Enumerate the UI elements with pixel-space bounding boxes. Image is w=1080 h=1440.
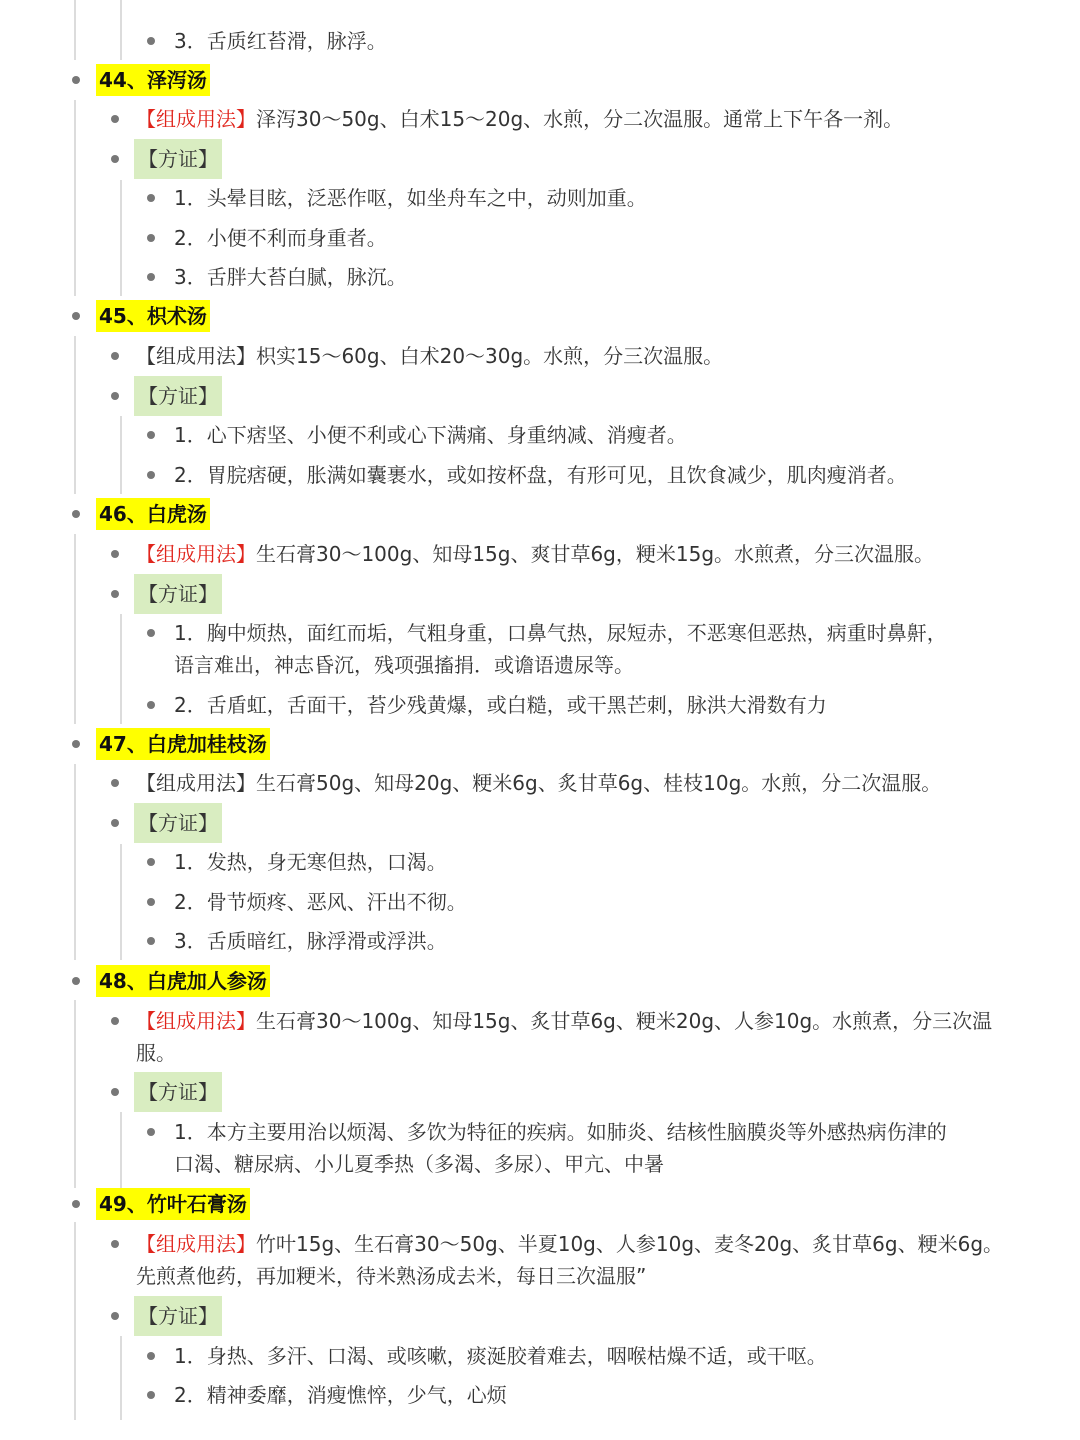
- composition-text: 生石膏50g、知母20g、粳米6g、炙甘草6g、桂枝10g。水煎，分二次温服。: [256, 771, 942, 795]
- bullet: [111, 155, 119, 163]
- bullet: [111, 392, 119, 400]
- composition-label: 【组成用法】: [136, 771, 256, 795]
- bullet: [147, 898, 155, 906]
- section-title: 49、竹叶石膏汤: [96, 1188, 250, 1220]
- bullet: [72, 312, 80, 320]
- list-item: 2．小便不利而身重者。: [174, 226, 387, 250]
- bullet: [147, 1391, 155, 1399]
- bullet: [111, 1017, 119, 1025]
- bullet: [147, 194, 155, 202]
- outline-guide: [74, 1222, 76, 1420]
- bullet: [72, 1200, 80, 1208]
- list-item: 1．心下痞坚、小便不利或心下满痛、身重纳减、消瘦者。: [174, 423, 687, 447]
- outline-guide: [74, 336, 76, 494]
- composition: [136, 767, 941, 799]
- outline-guide: [120, 416, 122, 494]
- outline-guide: [74, 1000, 76, 1188]
- composition-label: 【组成用法】: [136, 542, 256, 566]
- list-item: 1．本方主要用治以烦渴、多饮为特征的疾病。如肺炎、结核性脑膜炎等外感热病伤津的: [174, 1120, 947, 1144]
- bullet: [111, 1312, 119, 1320]
- list-item: 1．胸中烦热，面红而垢，气粗身重，口鼻气热，尿短赤，不恶寒但恶热，病重时鼻鼾，: [174, 621, 947, 645]
- bullet: [72, 76, 80, 84]
- bullet: [111, 819, 119, 827]
- bullet: [147, 858, 155, 866]
- composition-text: 生石膏30～100g、知母15g、爽甘草6g，粳米15g。水煎煮，分三次温服。: [256, 542, 935, 566]
- bullet: [147, 431, 155, 439]
- list-item: 1．发热，身无寒但热，口渴。: [174, 850, 447, 874]
- composition-text: 生石膏30～100g、知母15g、炙甘草6g、粳米20g、人参10g。水煎煮，分三次温: [256, 1009, 993, 1033]
- outline-guide: [120, 1336, 122, 1420]
- bullet: [111, 590, 119, 598]
- bullet: [147, 629, 155, 637]
- list-item: 2．精神委靡，消瘦憔悴，少气，心烦: [174, 1383, 507, 1407]
- list-item: 3．舌胖大苔白腻，脉沉。: [174, 265, 407, 289]
- bullet: [147, 701, 155, 709]
- bullet: [111, 779, 119, 787]
- bullet: [147, 1128, 155, 1136]
- indication-label: 【方证】: [134, 376, 222, 416]
- outline-guide: [74, 534, 76, 724]
- indication-label: 【方证】: [134, 574, 222, 614]
- composition: [136, 103, 903, 135]
- composition-label: 【组成用法】: [136, 107, 256, 131]
- section-title: 48、白虎加人参汤: [96, 965, 270, 997]
- list-item: 2．骨节烦疼、恶风、汗出不彻。: [174, 890, 467, 914]
- indication-label: 【方证】: [134, 1072, 222, 1112]
- list-item: 3．舌质暗红，脉浮滑或浮洪。: [174, 929, 447, 953]
- outline-guide: [120, 180, 122, 296]
- list-item: 1．身热、多汗、口渴、或咳嗽，痰涎胶着难去，咽喉枯燥不适，或干呕。: [174, 1344, 827, 1368]
- composition-label: 【组成用法】: [136, 344, 256, 368]
- bullet: [147, 937, 155, 945]
- bullet: [111, 1240, 119, 1248]
- bullet: [147, 1352, 155, 1360]
- indication-label: 【方证】: [134, 803, 222, 843]
- composition: [136, 1005, 992, 1037]
- bullet: [147, 37, 155, 45]
- outline-guide: [120, 844, 122, 960]
- bullet: [147, 273, 155, 281]
- bullet: [111, 1088, 119, 1096]
- composition-continuation: 服。: [136, 1041, 176, 1065]
- outline-guide: [120, 1112, 122, 1188]
- composition: [136, 1228, 1003, 1260]
- outline-guide: [74, 0, 76, 60]
- composition-continuation: 先煎煮他药，再加粳米，待米熟汤成去米，每日三次温服”: [136, 1264, 647, 1288]
- composition-label: 【组成用法】: [136, 1009, 256, 1033]
- bullet: [72, 740, 80, 748]
- outline-guide: [120, 0, 122, 60]
- list-item-continuation: 语言难出，神志昏沉，残项强搐捐．或谵语遗尿等。: [174, 653, 634, 677]
- indication-label: 【方证】: [134, 139, 222, 179]
- section-title: 44、泽泻汤: [96, 64, 210, 96]
- composition-text: 竹叶15g、生石膏30～50g、半夏10g、人参10g、麦冬20g、炙甘草6g、粳米6g。: [256, 1232, 1004, 1256]
- outline-guide: [120, 614, 122, 724]
- outline-guide: [74, 100, 76, 296]
- section-title: 47、白虎加桂枝汤: [96, 728, 270, 760]
- list-item: 3．舌质红苔滑，脉浮。: [174, 29, 387, 53]
- list-item-continuation: 口渴、糖尿病、小儿夏季热（多渴、多尿）、甲亢、中暑: [174, 1152, 664, 1176]
- section-title: 45、枳术汤: [96, 300, 210, 332]
- bullet: [72, 510, 80, 518]
- indication-label: 【方证】: [134, 1296, 222, 1336]
- outline-guide: [74, 764, 76, 960]
- bullet: [147, 471, 155, 479]
- bullet: [111, 352, 119, 360]
- composition-text: 泽泻30～50g、白术15～20g、水煎，分二次温服。通常上下午各一剂。: [256, 107, 904, 131]
- bullet: [111, 550, 119, 558]
- section-title: 46、白虎汤: [96, 498, 210, 530]
- bullet: [72, 977, 80, 985]
- composition: [136, 340, 723, 372]
- composition: [136, 538, 934, 570]
- list-item: 2．舌盾虹，舌面干，苔少残黄爆，或白糙，或干黑芒刺，脉洪大滑数有力: [174, 693, 827, 717]
- composition-label: 【组成用法】: [136, 1232, 256, 1256]
- bullet: [111, 115, 119, 123]
- composition-text: 枳实15～60g、白术20～30g。水煎，分三次温服。: [256, 344, 724, 368]
- bullet: [147, 234, 155, 242]
- list-item: 2．胃脘痞硬，胀满如囊裹水，或如按杯盘，有形可见，且饮食减少，肌肉瘦消者。: [174, 463, 907, 487]
- list-item: 1．头晕目眩，泛恶作呕，如坐舟车之中，动则加重。: [174, 186, 647, 210]
